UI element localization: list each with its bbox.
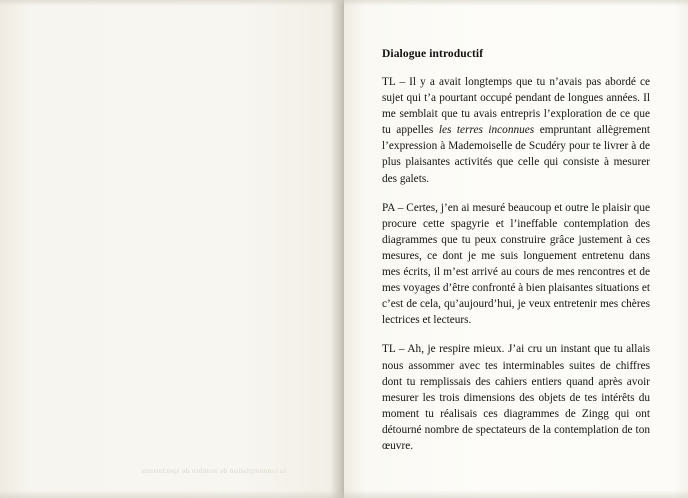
paragraph-text: TL – Ah, je respire mieux. J’ai cru un instant que tu allais nous assommer avec tes interminables suites de chiffres dont tu remplissais des cahiers entiers quand après avoir mesurer les trois dimensions des objets de tes intérêts du moment tu réalisais ces diagrammes de Zingg qui ont détourné nombre de spectateurs de la contemplation de ton œuvre. — [382, 343, 650, 452]
page-corner-mark — [669, 40, 678, 56]
left-page-showthrough-text: la contemplation de nombre de spectateurs — [141, 466, 286, 475]
paragraph-text: PA – Certes, j’en ai mesuré beaucoup et outre le plaisir que procure cette spagyrie et l’ineffable contemplation des diagrammes que tu peux construire grâce justement à ces mesures, ce dont je me suis longuement entretenu dans mes écrits, il m’est arrivé au cours de mes rencontres et de mes voyages d’être confronté à bien plaisantes situations et c’est de cela, qu’aujourd’hui, je veux entretenir mes chères lectrices et lecteurs. — [382, 201, 650, 327]
paragraph-tl-2 — [382, 341, 650, 454]
right-text-page — [344, 0, 688, 498]
section-heading: Dialogue introductif — [382, 48, 484, 60]
paragraph-tl-1 — [382, 74, 650, 187]
paragraph-text: TL – Il y a avait longtemps que tu n’avais pas abordé ce sujet qui t’a pourtant occupé pendant de longues années. Il me semblait que tu avais entrepris l’exploration de ce que tu appelles les terres inconnues empruntant allègrement l’expression à Mademoiselle de Scudéry pour te livrer à de plus plaisantes activités que celle qui consiste à mesurer des galets. — [382, 76, 650, 185]
page-text-block — [382, 48, 650, 454]
paragraph-pa-1 — [382, 200, 650, 329]
